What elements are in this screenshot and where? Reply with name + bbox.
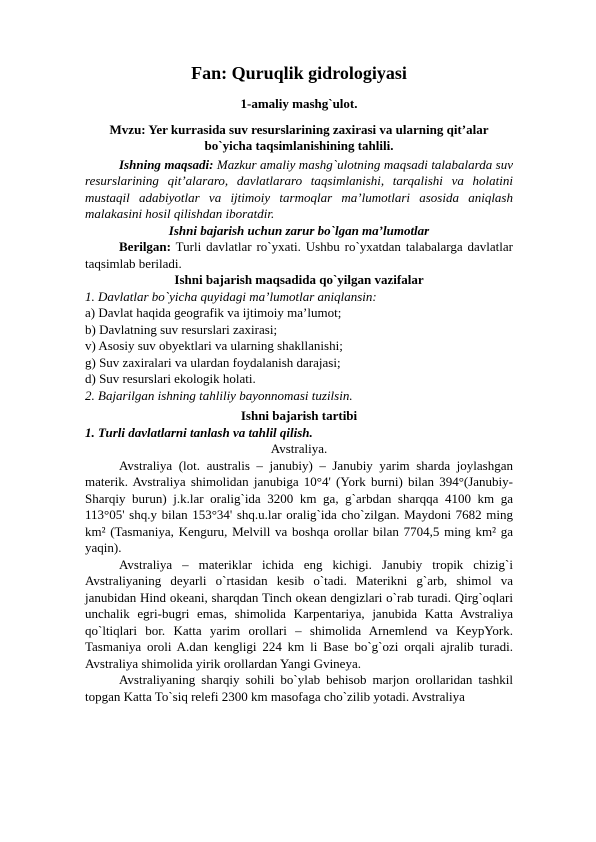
task-item: d) Suv resurslari ekologik holati. xyxy=(85,371,256,386)
task-2: 2. Bajarilgan ishning tahliliy bayonnomasi tuzilsin. xyxy=(85,387,353,403)
document-title: Fan: Quruqlik gidrologiyasi xyxy=(191,63,407,83)
step-1: 1. Turli davlatlarni tanlash va tahlil qilish. xyxy=(85,424,313,440)
given-text: Turli davlatlar ro`yxati. Ushbu ro`yxatdan talabalarga davlatlar taqsimlab beriladi. xyxy=(85,239,513,271)
goal-text: Mazkur amaliy mashg`ulotning maqsadi talabalarda suv resurslarining qit’alararo, davlatlararo taqsimlanishi, tarqalishi va holatini mustaqil adabiyotlar va ijtimoiy tarmoqlar ma’lumotlari asosida aniqlash malakasini hosil qilishdan iboratdir. xyxy=(85,156,513,221)
required-heading: Ishni bajarish uchun zarur bo`lgan ma’lumotlar xyxy=(168,222,430,238)
body-paragraph: Avstraliyaning sharqiy sohili bo`ylab behisob marjon orollaridan tashkil topgan Katta To`siq relefi 2300 km masofaga cho`zilib yotadi. Avstraliya xyxy=(85,672,513,704)
task-item: a) Davlat haqida geografik va ijtimoiy ma’lumot; xyxy=(85,305,342,320)
tasks-heading: Ishni bajarish maqsadida qo`yilgan vazifalar xyxy=(174,272,424,287)
task-item: v) Asosiy suv obyektlari va ularning shakllanishi; xyxy=(85,338,343,353)
given-label: Berilgan: xyxy=(119,239,171,254)
goal-label: Ishning maqsadi: xyxy=(119,156,214,172)
goal-paragraph xyxy=(85,157,513,223)
body-paragraph: Avstraliya – materiklar ichida eng kichigi. Janubiy tropik chizig`i Avstraliyaning deyarli o`rtasidan kesib o`tadi. Materikni g`arb, shimol va janubidan Hind okeani, sharqdan Tinch okean dengizlari o`rab turadi. Qirg`oqlari unchalik egri-bugri emas, shimolida Karpentariya, janubida Katta Avstraliya qo`ltiqlari bor. Katta yarim orollari – shimolida Arnemlend va KeypYork. Tasmaniya oroli A.dan kengligi 224 km li Base bo`g`ozi orqali ajralib turadi. Avstraliya shimolida yirik orollardan Yangi Gvineya. xyxy=(85,556,513,671)
given-paragraph xyxy=(85,239,513,272)
topic-heading: Mvzu: Yer kurrasida suv resurslarining zaxirasi va ularning qit’alar bo`yicha taqsimlanishining tahlili. xyxy=(109,121,489,153)
country-name: Avstraliya. xyxy=(270,441,328,456)
body-paragraph: Avstraliya (lot. australis – janubiy) – Janubiy yarim sharda joylashgan materik. Avstraliya shimolidan janubiga 10°4' (York burni) bilan 394°(Janubiy-Sharqiy burun) j.k.lar oralig`ida 3200 km ga, g`arbdan sharqqa 4100 km ga 113°05' shq.y bilan 153°34' shq.u.lar oralig`ida cho`zilgan. Maydoni 7682 ming km² (Tasmaniya, Kenguru, Melvill va boshqa orollar bilan 7704,5 ming km² ga yaqin). xyxy=(85,457,513,555)
task-item: g) Suv zaxiralari va ulardan foydalanish darajasi; xyxy=(85,354,341,370)
document-page xyxy=(85,62,513,705)
task-item: b) Davlatning suv resurslari zaxirasi; xyxy=(85,321,278,337)
task-1: 1. Davlatlar bo`yicha quyidagi ma’lumotlar aniqlansin: xyxy=(85,288,377,304)
order-heading: Ishni bajarish tartibi xyxy=(240,408,358,423)
practice-subtitle: 1-amaliy mashg`ulot. xyxy=(240,96,358,111)
